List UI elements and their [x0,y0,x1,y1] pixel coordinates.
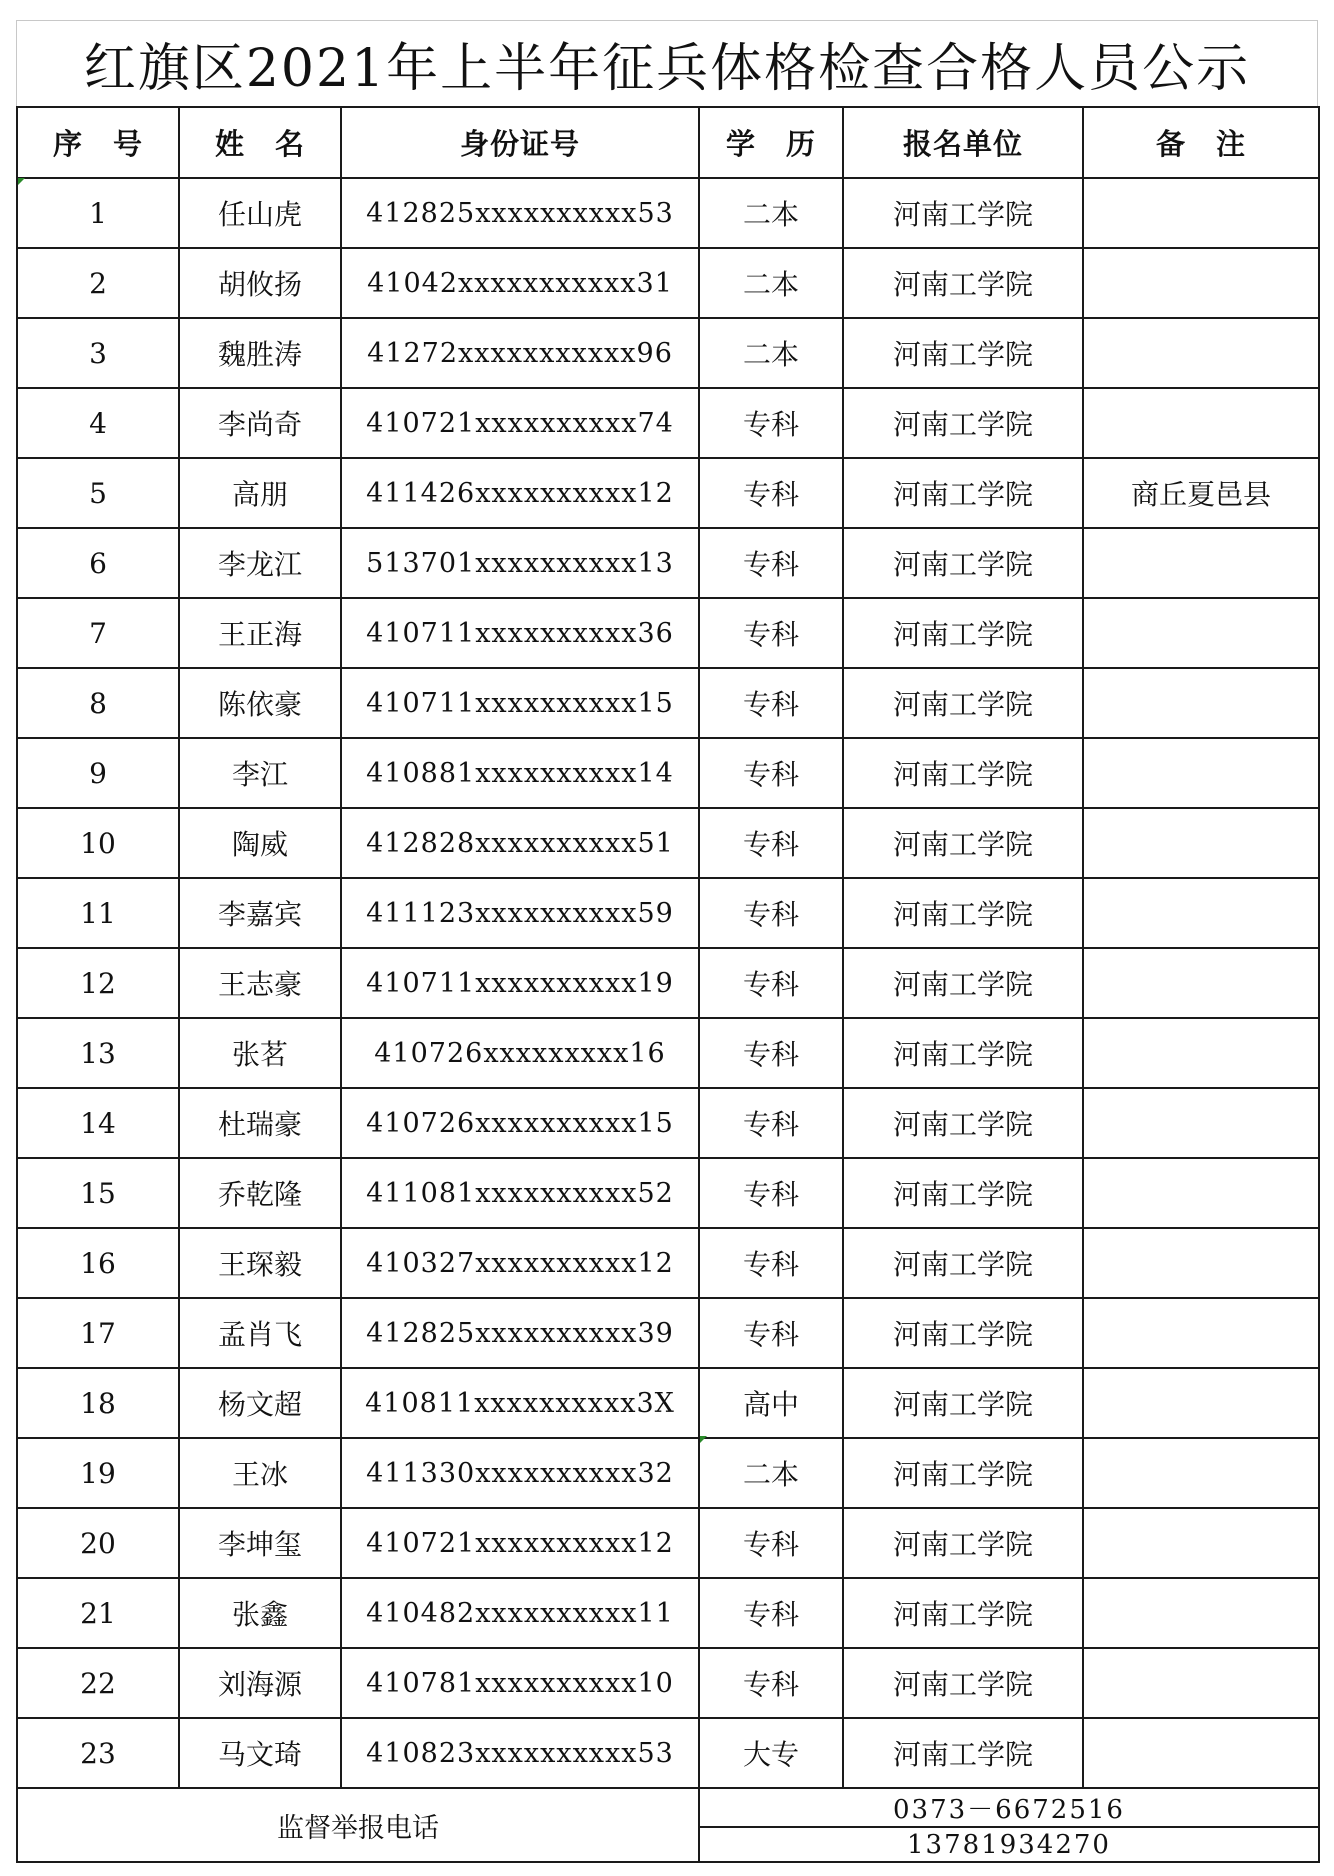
cell-edu: 专科 [699,1158,843,1228]
cell-id: 410811xxxxxxxxxx3X [341,1368,699,1438]
cell-seq: 23 [17,1718,179,1788]
cell-comment-marker [700,1436,707,1443]
cell-edu: 专科 [699,598,843,668]
cell-edu: 专科 [699,1648,843,1718]
cell-edu: 专科 [699,1228,843,1298]
cell-seq: 9 [17,738,179,808]
table-row [17,1648,1319,1718]
table-row [17,1508,1319,1578]
cell-name: 马文琦 [179,1718,341,1788]
table-body [17,178,1319,1788]
cell-seq: 21 [17,1578,179,1648]
cell-id: 410726xxxxxxxxxx15 [341,1088,699,1158]
cell-name: 刘海源 [179,1648,341,1718]
cell-id: 410711xxxxxxxxxx36 [341,598,699,668]
cell-name: 李江 [179,738,341,808]
cell-unit: 河南工学院 [843,598,1083,668]
cell-seq: 8 [17,668,179,738]
cell-name: 乔乾隆 [179,1158,341,1228]
header-note: 备 注 [1083,107,1319,178]
cell-seq: 19 [17,1438,179,1508]
cell-name: 张鑫 [179,1578,341,1648]
cell-id: 513701xxxxxxxxxx13 [341,528,699,598]
cell-edu: 专科 [699,878,843,948]
table-row [17,1298,1319,1368]
cell-id: 411330xxxxxxxxxx32 [341,1438,699,1508]
cell-unit: 河南工学院 [843,1018,1083,1088]
cell-name: 李龙江 [179,528,341,598]
cell-note [1083,1578,1319,1648]
cell-unit: 河南工学院 [843,668,1083,738]
cell-id: 41272xxxxxxxxxxx96 [341,318,699,388]
cell-id: 411426xxxxxxxxxx12 [341,458,699,528]
cell-name: 张茗 [179,1018,341,1088]
cell-edu: 高中 [699,1368,843,1438]
cell-note [1083,248,1319,318]
cell-name: 李坤玺 [179,1508,341,1578]
table-row [17,1158,1319,1228]
cell-note [1083,1088,1319,1158]
table-row [17,318,1319,388]
header-seq: 序 号 [17,107,179,178]
cell-unit: 河南工学院 [843,1228,1083,1298]
cell-id: 410781xxxxxxxxxx10 [341,1648,699,1718]
cell-seq: 1 [17,178,179,248]
header-id: 身份证号 [341,107,699,178]
cell-seq: 22 [17,1648,179,1718]
table-row [17,1228,1319,1298]
cell-seq: 2 [17,248,179,318]
cell-name: 陶威 [179,808,341,878]
cell-unit: 河南工学院 [843,1438,1083,1508]
table-header-row [17,107,1319,178]
table-row [17,948,1319,1018]
cell-name: 王正海 [179,598,341,668]
table-row [17,878,1319,948]
cell-edu: 专科 [699,1088,843,1158]
cell-unit: 河南工学院 [843,1298,1083,1368]
cell-unit: 河南工学院 [843,738,1083,808]
cell-id: 410726xxxxxxxxx16 [341,1018,699,1088]
cell-seq: 6 [17,528,179,598]
cell-note: 商丘夏邑县 [1083,458,1319,528]
cell-name: 高朋 [179,458,341,528]
cell-id: 410721xxxxxxxxxx12 [341,1508,699,1578]
cell-note [1083,1228,1319,1298]
title-box [16,20,1318,106]
cell-note [1083,1648,1319,1718]
cell-edu: 二本 [699,318,843,388]
footer-label: 监督举报电话 [17,1788,699,1862]
table-row [17,1718,1319,1788]
cell-seq: 18 [17,1368,179,1438]
cell-name: 李嘉宾 [179,878,341,948]
cell-unit: 河南工学院 [843,948,1083,1018]
cell-unit: 河南工学院 [843,1718,1083,1788]
cell-name: 杨文超 [179,1368,341,1438]
cell-edu: 专科 [699,808,843,878]
cell-seq: 17 [17,1298,179,1368]
cell-edu: 专科 [699,1578,843,1648]
cell-comment-marker [18,178,25,185]
cell-note [1083,1718,1319,1788]
cell-edu: 专科 [699,948,843,1018]
cell-note [1083,598,1319,668]
cell-edu: 专科 [699,1018,843,1088]
header-unit: 报名单位 [843,107,1083,178]
cell-unit: 河南工学院 [843,1508,1083,1578]
cell-seq: 12 [17,948,179,1018]
cell-note [1083,808,1319,878]
cell-unit: 河南工学院 [843,528,1083,598]
cell-id: 412828xxxxxxxxxx51 [341,808,699,878]
cell-note [1083,388,1319,458]
cell-seq: 15 [17,1158,179,1228]
table-row [17,1088,1319,1158]
cell-id: 411123xxxxxxxxxx59 [341,878,699,948]
cell-note [1083,1508,1319,1578]
table-row [17,598,1319,668]
table-row [17,528,1319,598]
cell-edu: 专科 [699,528,843,598]
cell-name: 陈依豪 [179,668,341,738]
cell-note [1083,668,1319,738]
cell-name: 李尚奇 [179,388,341,458]
cell-seq: 4 [17,388,179,458]
cell-unit: 河南工学院 [843,808,1083,878]
cell-id: 410711xxxxxxxxxx15 [341,668,699,738]
cell-unit: 河南工学院 [843,248,1083,318]
cell-note [1083,738,1319,808]
cell-seq: 5 [17,458,179,528]
cell-seq: 14 [17,1088,179,1158]
table-row [17,388,1319,458]
cell-id: 410327xxxxxxxxxx12 [341,1228,699,1298]
cell-id: 41042xxxxxxxxxxx31 [341,248,699,318]
header-name: 姓 名 [179,107,341,178]
table-row [17,1018,1319,1088]
cell-unit: 河南工学院 [843,1158,1083,1228]
cell-note [1083,1368,1319,1438]
cell-note [1083,948,1319,1018]
table-row [17,248,1319,318]
cell-unit: 河南工学院 [843,458,1083,528]
cell-note [1083,1298,1319,1368]
cell-edu: 专科 [699,668,843,738]
table-row [17,458,1319,528]
cell-seq: 10 [17,808,179,878]
cell-note [1083,178,1319,248]
cell-name: 魏胜涛 [179,318,341,388]
cell-seq: 16 [17,1228,179,1298]
cell-note [1083,878,1319,948]
cell-edu: 二本 [699,178,843,248]
cell-seq: 20 [17,1508,179,1578]
cell-id: 412825xxxxxxxxxx39 [341,1298,699,1368]
cell-edu: 二本 [699,248,843,318]
cell-note [1083,1158,1319,1228]
page-title: 红旗区2021年上半年征兵体格检查合格人员公示 [83,39,1251,99]
cell-edu: 专科 [699,388,843,458]
table-row [17,1438,1319,1508]
cell-note [1083,1438,1319,1508]
cell-name: 孟肖飞 [179,1298,341,1368]
cell-edu: 专科 [699,458,843,528]
cell-name: 任山虎 [179,178,341,248]
cell-name: 王琛毅 [179,1228,341,1298]
cell-note [1083,318,1319,388]
cell-edu: 专科 [699,738,843,808]
cell-unit: 河南工学院 [843,318,1083,388]
cell-id: 412825xxxxxxxxxx53 [341,178,699,248]
table-row [17,808,1319,878]
cell-name: 王冰 [179,1438,341,1508]
footer-phone-1: 0373－6672516 [699,1788,1319,1827]
table-row [17,1368,1319,1438]
cell-edu: 专科 [699,1508,843,1578]
table-row [17,668,1319,738]
cell-unit: 河南工学院 [843,388,1083,458]
cell-id: 411081xxxxxxxxxx52 [341,1158,699,1228]
table-row [17,1578,1319,1648]
cell-name: 王志豪 [179,948,341,1018]
table-row [17,178,1319,248]
cell-seq: 13 [17,1018,179,1088]
cell-edu: 二本 [699,1438,843,1508]
header-edu: 学 历 [699,107,843,178]
cell-edu: 专科 [699,1298,843,1368]
cell-unit: 河南工学院 [843,1088,1083,1158]
cell-name: 胡攸扬 [179,248,341,318]
cell-id: 410711xxxxxxxxxx19 [341,948,699,1018]
cell-seq: 11 [17,878,179,948]
cell-unit: 河南工学院 [843,1578,1083,1648]
cell-unit: 河南工学院 [843,878,1083,948]
cell-name: 杜瑞豪 [179,1088,341,1158]
cell-edu: 大专 [699,1718,843,1788]
cell-seq: 7 [17,598,179,668]
cell-note [1083,528,1319,598]
cell-seq: 3 [17,318,179,388]
cell-unit: 河南工学院 [843,1368,1083,1438]
cell-id: 410721xxxxxxxxxx74 [341,388,699,458]
cell-id: 410881xxxxxxxxxx14 [341,738,699,808]
roster-table [16,106,1320,1863]
cell-id: 410823xxxxxxxxxx53 [341,1718,699,1788]
cell-unit: 河南工学院 [843,1648,1083,1718]
table-footer [17,1788,1319,1862]
cell-unit: 河南工学院 [843,178,1083,248]
cell-note [1083,1018,1319,1088]
footer-phone-2: 13781934270 [699,1827,1319,1862]
table-row [17,738,1319,808]
cell-id: 410482xxxxxxxxxx11 [341,1578,699,1648]
